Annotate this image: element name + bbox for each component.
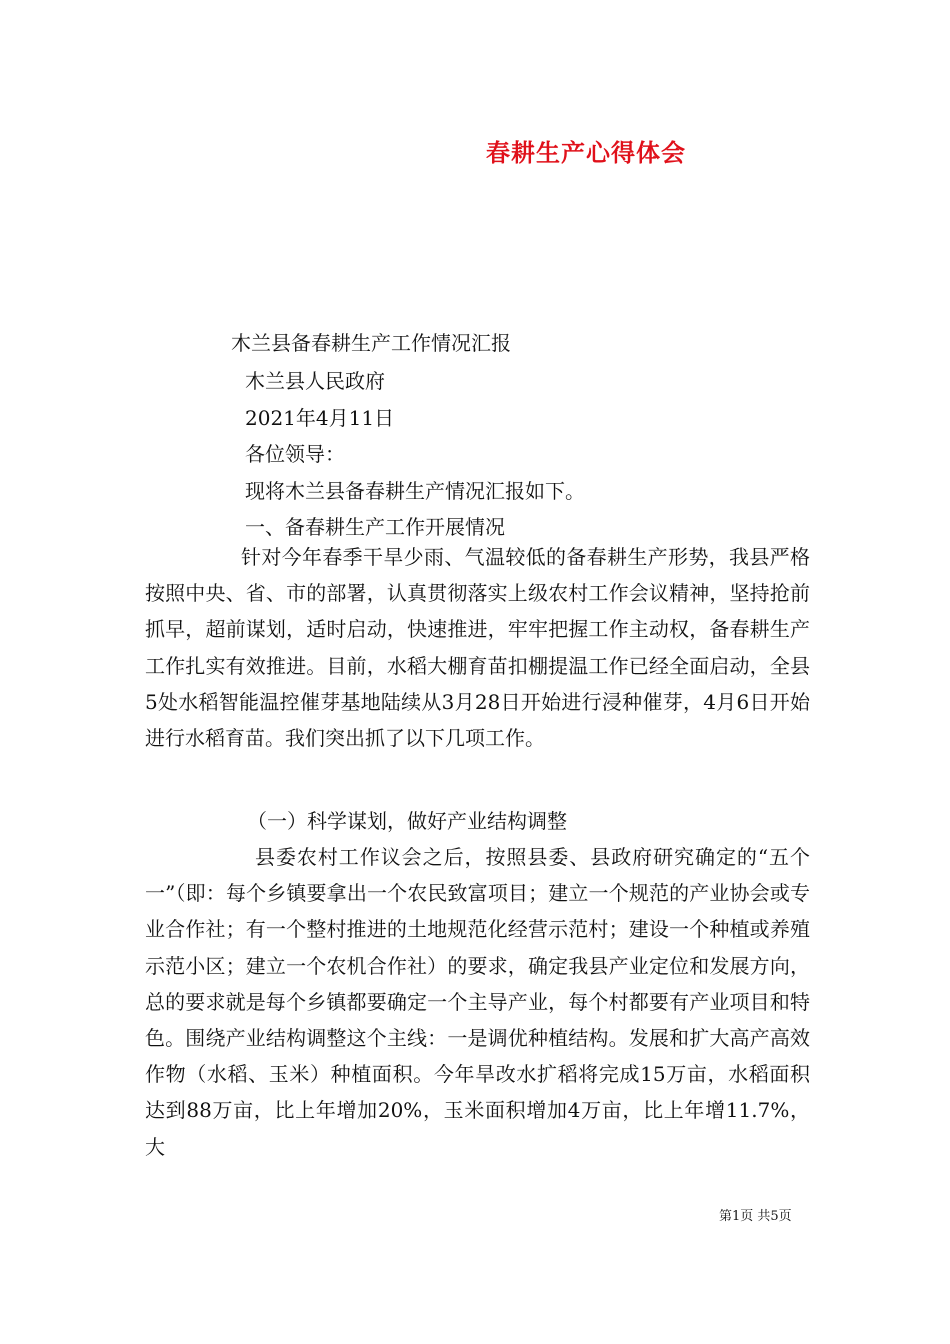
- body-paragraph: 针对今年春季干旱少雨、气温较低的备春耕生产形势，我县严格按照中央、省、市的部署，认真贯彻落实上级农村工作会议精神，坚持抢前抓早，超前谋划，适时启动，快速推进，牢牢把握工作主动权，备春耕生产工作扎实有效推进。目前，水稻大棚育苗扣棚提温工作已经全面启动，全县5处水稻智能温控催芽基地陆续从3月28日开始进行浸种催芽，4月6日开始进行水稻育苗。我们突出抓了以下几项工作。: [145, 545, 810, 751]
- body-paragraph-1-block: [145, 539, 810, 756]
- issuer: 木兰县人民政府: [245, 369, 385, 393]
- page-footer: 第1页 共5页: [719, 1209, 792, 1224]
- body-paragraph: 县委农村工作议会之后，按照县委、县政府研究确定的“五个一”（即：每个乡镇要拿出一个农民致富项目；建立一个规范的产业协会或专业合作社；有一个整村推进的土地规范化经营示范村；建设一个种植或养殖示范小区；建立一个农机合作社）的要求，确定我县产业定位和发展方向，总的要求就是每个乡镇都要确定一个主导产业，每个村都要有产业项目和特色。围绕产业结构调整这个主线：一是调优种植结构。发展和扩大高产高效作物（水稻、玉米）种植面积。今年旱改水扩稻将完成15万亩，水稻面积达到88万亩，比上年增加20%，玉米面积增加4万亩，比上年增11.7%，大: [145, 845, 810, 1159]
- report-date: 2021年4月11日: [245, 406, 395, 430]
- intro-text: 现将木兰县备春耕生产情况汇报如下。: [245, 479, 585, 503]
- body-paragraph-2-block: [145, 839, 810, 1165]
- report-title: 木兰县备春耕生产工作情况汇报: [231, 331, 511, 355]
- document-title: 春耕生产心得体会: [486, 138, 686, 167]
- section-heading: 一、备春耕生产工作开展情况: [245, 515, 505, 539]
- salutation: 各位领导：: [245, 442, 345, 466]
- subheading: （一）科学谋划，做好产业结构调整: [247, 809, 567, 833]
